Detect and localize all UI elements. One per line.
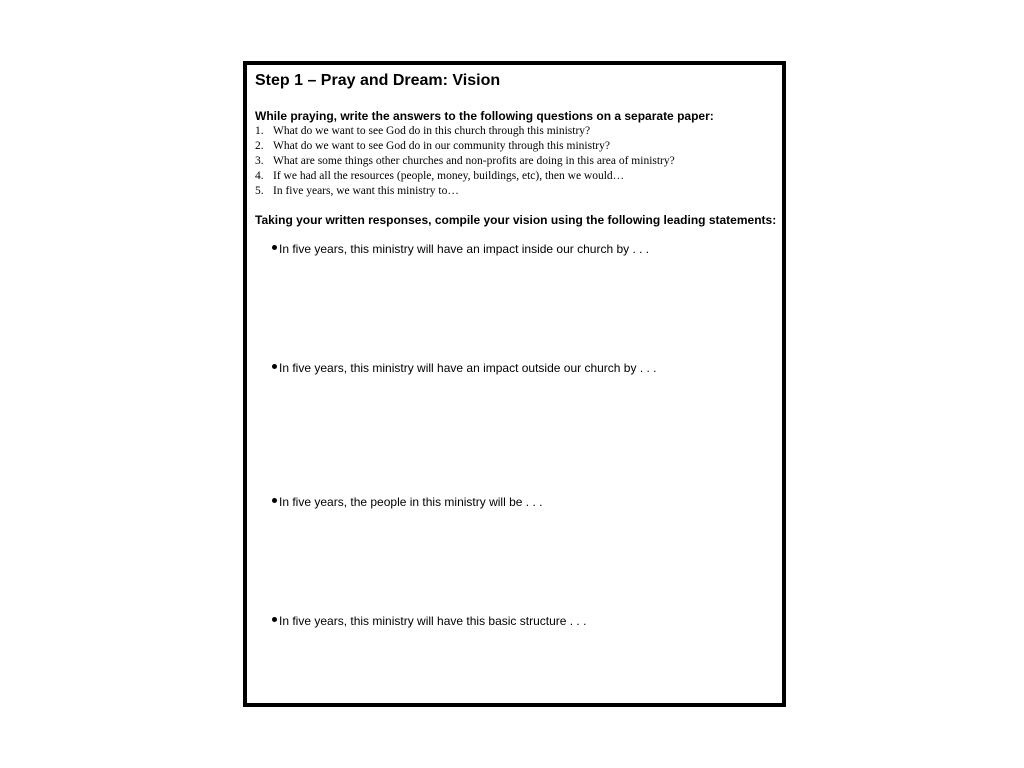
question-text: What do we want to see God do in our community through this ministry?: [273, 140, 610, 152]
worksheet-content: [255, 71, 778, 628]
question-item: [255, 184, 675, 199]
statement-structure: [272, 614, 586, 628]
questions-list: [255, 124, 675, 199]
bullet-icon: [272, 364, 277, 369]
question-item: [255, 154, 675, 169]
question-number: 4.: [255, 170, 264, 182]
worksheet-frame: [243, 61, 786, 707]
bullet-icon: [272, 498, 277, 503]
statement-impact-outside: [272, 361, 656, 375]
question-number: 2.: [255, 140, 264, 152]
questions-instruction: While praying, write the answers to the following questions on a separate paper:: [255, 109, 714, 123]
question-text: In five years, we want this ministry to…: [273, 185, 459, 197]
bullet-icon: [272, 617, 277, 622]
question-number: 1.: [255, 125, 264, 137]
statement-text: In five years, the people in this ministry will be . . .: [279, 495, 543, 509]
question-text: If we had all the resources (people, money, buildings, etc), then we would…: [273, 170, 625, 182]
worksheet-title: Step 1 – Pray and Dream: Vision: [255, 72, 501, 89]
bullet-icon: [272, 245, 277, 250]
statement-text: In five years, this ministry will have this basic structure . . .: [279, 614, 587, 628]
question-item: [255, 124, 675, 139]
question-number: 3.: [255, 155, 264, 167]
question-text: What are some things other churches and non-profits are doing in this area of ministry?: [273, 155, 675, 167]
question-number: 5.: [255, 185, 264, 197]
statement-impact-inside: [272, 242, 649, 256]
statement-text: In five years, this ministry will have an impact inside our church by . . .: [279, 242, 650, 256]
statement-text: In five years, this ministry will have an impact outside our church by . . .: [279, 361, 657, 375]
question-item: [255, 169, 675, 184]
statements-instruction: Taking your written responses, compile your vision using the following leading statements:: [255, 213, 777, 227]
question-text: What do we want to see God do in this church through this ministry?: [273, 125, 591, 137]
question-item: [255, 139, 675, 154]
statement-people: [272, 495, 542, 509]
